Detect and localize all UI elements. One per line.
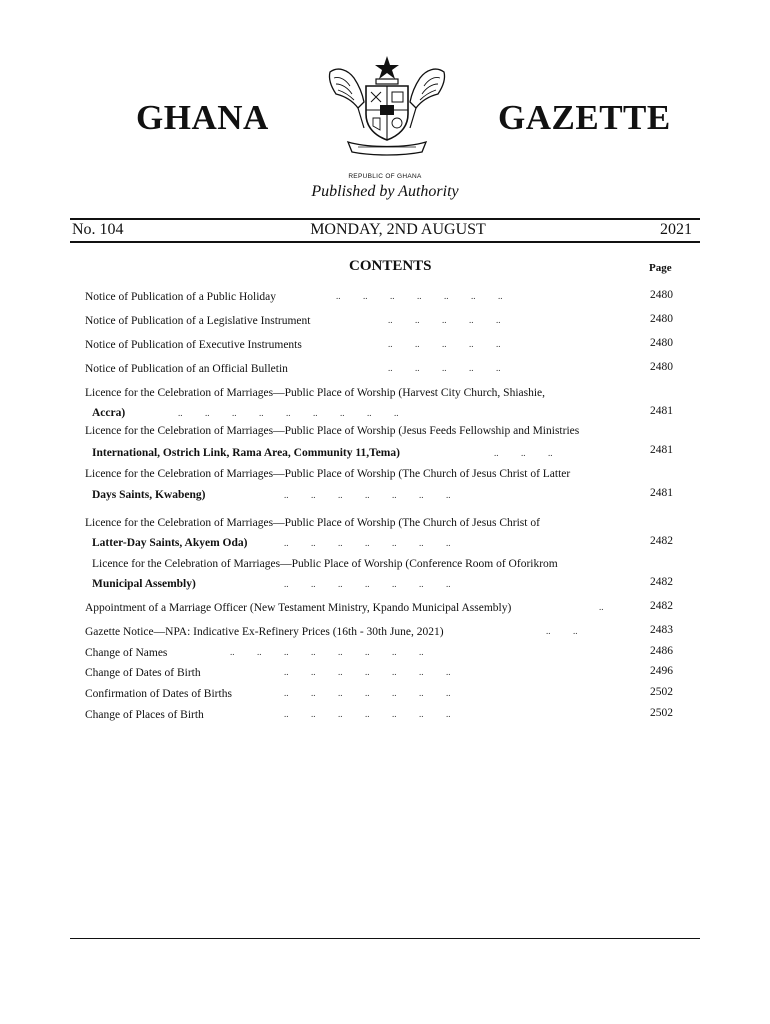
toc-page-number: 2481 [650, 444, 673, 456]
toc-entry-title: Confirmation of Dates of Births [85, 688, 232, 700]
contents-heading: CONTENTS [349, 258, 432, 274]
leader-dots: .. .. .. .. .. .. .. [284, 688, 451, 698]
toc-entry-title: Notice of Publication of an Official Bulletin [85, 363, 288, 375]
toc-entry-title: Licence for the Celebration of Marriages—Public Place of Worship (Jesus Feeds Fellowship and Ministries [85, 425, 580, 437]
toc-page-number: 2481 [650, 487, 673, 499]
leader-dots: .. .. .. [494, 448, 553, 458]
bottom-rule [70, 241, 700, 243]
footer-rule [70, 938, 700, 939]
toc-page-number: 2502 [650, 686, 673, 698]
masthead-left-word: GHANA [136, 98, 269, 137]
toc-entry-title: Gazette Notice—NPA: Indicative Ex-Refinery Prices (16th - 30th June, 2021) [85, 626, 444, 638]
toc-page-number: 2496 [650, 665, 673, 677]
leader-dots: .. .. .. .. .. [388, 363, 501, 373]
leader-dots: .. [599, 602, 604, 612]
republic-label: REPUBLIC OF GHANA [348, 173, 422, 180]
toc-page-number: 2483 [650, 624, 673, 636]
leader-dots: .. .. .. .. .. .. .. [284, 490, 451, 500]
toc-entry-title-cont: International, Ostrich Link, Rama Area, Community 11,Tema) [92, 447, 400, 459]
toc-entry-title: Change of Places of Birth [85, 709, 204, 721]
leader-dots: .. .. .. .. .. .. .. [284, 709, 451, 719]
toc-page-number: 2481 [650, 405, 673, 417]
leader-dots: .. .. .. .. .. [388, 315, 501, 325]
published-by-authority: Published by Authority [311, 183, 459, 200]
issue-date: MONDAY, 2ND AUGUST [310, 221, 486, 238]
toc-page-number: 2482 [650, 576, 673, 588]
leader-dots: .. .. .. .. .. .. .. [284, 538, 451, 548]
toc-page-number: 2480 [650, 313, 673, 325]
toc-entry-title-cont: Accra) [92, 407, 126, 419]
toc-page-number: 2486 [650, 645, 673, 657]
toc-entry-title: Notice of Publication of a Legislative Instrument [85, 315, 311, 327]
masthead-right-word: GAZETTE [498, 98, 671, 137]
leader-dots: .. .. .. .. .. [388, 339, 501, 349]
toc-entry-title: Notice of Publication of Executive Instruments [85, 339, 302, 351]
issue-year: 2021 [660, 221, 692, 238]
top-rule [70, 218, 700, 220]
toc-entry-title: Licence for the Celebration of Marriages—Public Place of Worship (Conference Room of Oforikrom [92, 558, 558, 570]
coat-of-arms-icon [318, 52, 456, 160]
toc-entry-title: Appointment of a Marriage Officer (New Testament Ministry, Kpando Municipal Assembly) [85, 602, 512, 614]
toc-page-number: 2482 [650, 535, 673, 547]
toc-entry-title: Licence for the Celebration of Marriages—Public Place of Worship (The Church of Jesus Christ of [85, 517, 540, 529]
toc-page-number: 2480 [650, 289, 673, 301]
toc-entry-title-cont: Municipal Assembly) [92, 578, 196, 590]
toc-page-number: 2480 [650, 361, 673, 373]
leader-dots: .. .. .. .. .. .. .. [284, 579, 451, 589]
leader-dots: .. .. [546, 626, 578, 636]
toc-entry-title: Change of Names [85, 647, 168, 659]
toc-page-number: 2482 [650, 600, 673, 612]
toc-entry-title-cont: Latter-Day Saints, Akyem Oda) [92, 537, 248, 549]
toc-page-number: 2480 [650, 337, 673, 349]
toc-entry-title: Licence for the Celebration of Marriages—Public Place of Worship (The Church of Jesus Christ of Latter [85, 468, 571, 480]
toc-entry-title: Notice of Publication of a Public Holiday [85, 291, 276, 303]
leader-dots: .. .. .. .. .. .. .. [336, 291, 503, 301]
issue-number: No. 104 [72, 221, 124, 238]
leader-dots: .. .. .. .. .. .. .. .. [230, 647, 424, 657]
toc-page-number: 2502 [650, 707, 673, 719]
page-column-heading: Page [649, 262, 672, 274]
leader-dots: .. .. .. .. .. .. .. .. .. [178, 408, 399, 418]
leader-dots: .. .. .. .. .. .. .. [284, 667, 451, 677]
toc-entry-title: Licence for the Celebration of Marriages—Public Place of Worship (Harvest City Church, Shiashie, [85, 387, 546, 399]
toc-entry-title-cont: Days Saints, Kwabeng) [92, 489, 206, 501]
toc-entry-title: Change of Dates of Birth [85, 667, 201, 679]
